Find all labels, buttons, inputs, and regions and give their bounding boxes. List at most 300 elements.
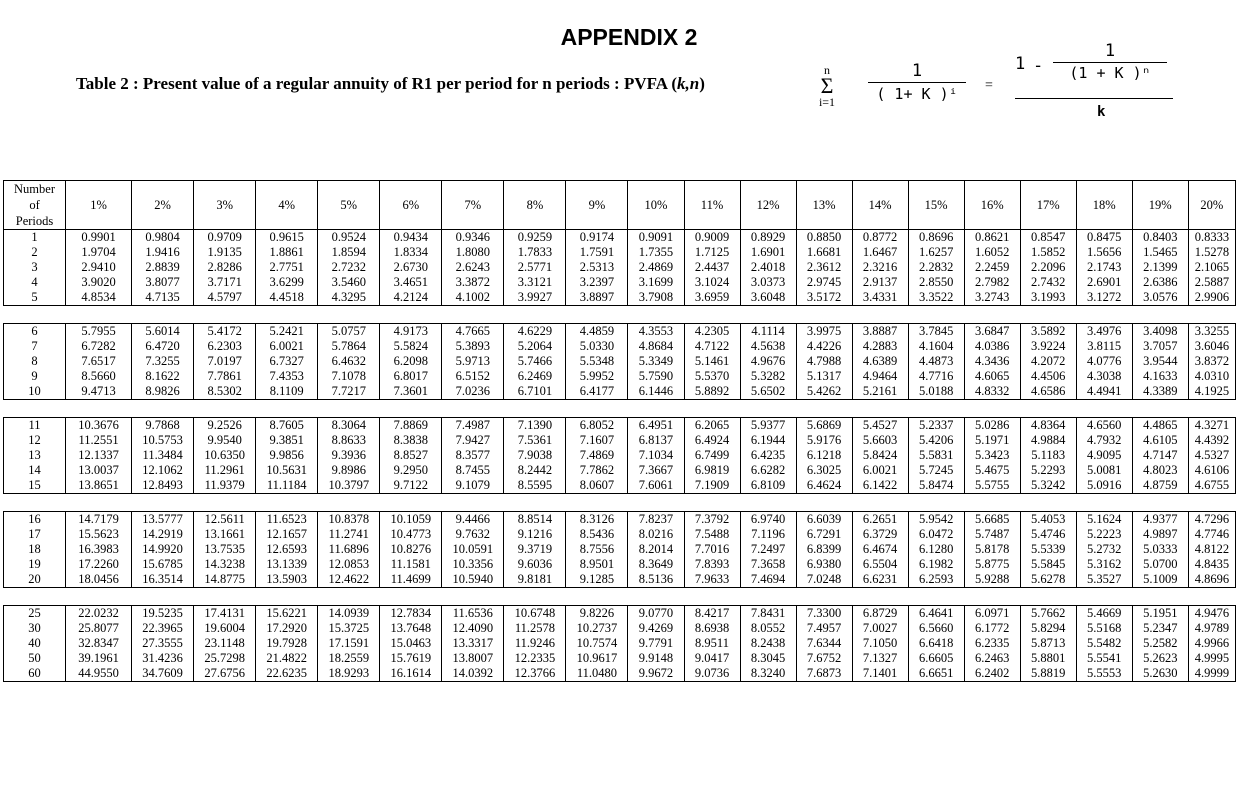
rate-header: 9% <box>566 181 628 230</box>
factor-cell: 5.1971 <box>964 433 1020 448</box>
factor-cell: 9.7791 <box>628 636 684 651</box>
factor-cell: 10.1059 <box>380 512 442 528</box>
factor-cell: 5.3282 <box>740 369 796 384</box>
factor-cell: 1.9135 <box>194 245 256 260</box>
factor-cell: 9.0736 <box>684 666 740 682</box>
rate-header: 12% <box>740 181 796 230</box>
factor-cell: 0.8403 <box>1132 230 1188 246</box>
caption-variables: k,n <box>676 74 700 93</box>
factor-cell: 7.4694 <box>740 572 796 588</box>
factor-cell: 6.4632 <box>318 354 380 369</box>
factor-cell: 4.8364 <box>1020 418 1076 434</box>
factor-cell: 6.4641 <box>908 606 964 622</box>
factor-cell: 10.4773 <box>380 527 442 542</box>
factor-cell: 5.2223 <box>1076 527 1132 542</box>
factor-cell: 7.1327 <box>852 651 908 666</box>
factor-cell: 4.8332 <box>964 384 1020 400</box>
factor-cell: 1.7125 <box>684 245 740 260</box>
factor-cell: 5.5168 <box>1076 621 1132 636</box>
equals-sign: = <box>985 78 993 93</box>
factor-cell: 9.4269 <box>628 621 684 636</box>
factor-cell: 5.4206 <box>908 433 964 448</box>
factor-cell: 18.9293 <box>318 666 380 682</box>
minus-sign: - <box>1033 56 1044 76</box>
factor-cell: 6.4674 <box>852 542 908 557</box>
factor-cell: 5.1317 <box>796 369 852 384</box>
factor-cell: 5.5348 <box>566 354 628 369</box>
factor-cell: 14.0392 <box>442 666 504 682</box>
factor-cell: 9.2950 <box>380 463 442 478</box>
factor-cell: 5.7466 <box>504 354 566 369</box>
period-cell: 2 <box>4 245 66 260</box>
factor-cell: 18.2559 <box>318 651 380 666</box>
factor-cell: 2.6243 <box>442 260 504 275</box>
factor-cell: 5.0188 <box>908 384 964 400</box>
table-row <box>4 230 1236 246</box>
factor-cell: 0.9009 <box>684 230 740 246</box>
factor-cell: 3.7845 <box>908 324 964 340</box>
factor-cell: 4.8759 <box>1132 478 1188 494</box>
factor-cell: 0.8547 <box>1020 230 1076 246</box>
factor-cell: 12.1062 <box>132 463 194 478</box>
factor-cell: 1.5465 <box>1132 245 1188 260</box>
factor-cell: 0.9259 <box>504 230 566 246</box>
rate-header: 15% <box>908 181 964 230</box>
factor-cell: 0.9346 <box>442 230 504 246</box>
factor-cell: 4.7122 <box>684 339 740 354</box>
factor-cell: 0.8475 <box>1076 230 1132 246</box>
factor-cell: 5.6869 <box>796 418 852 434</box>
rate-header: 20% <box>1188 181 1235 230</box>
factor-cell: 7.2497 <box>740 542 796 557</box>
factor-cell: 4.7296 <box>1188 512 1235 528</box>
factor-cell: 5.9542 <box>908 512 964 528</box>
table-row <box>4 606 1236 622</box>
factor-cell: 6.1218 <box>796 448 852 463</box>
factor-cell: 8.3045 <box>740 651 796 666</box>
factor-cell: 5.2337 <box>908 418 964 434</box>
factor-cell: 7.8393 <box>684 557 740 572</box>
factor-cell: 2.6901 <box>1076 275 1132 290</box>
factor-cell: 2.1399 <box>1132 260 1188 275</box>
factor-cell: 6.1982 <box>908 557 964 572</box>
factor-cell: 1.6681 <box>796 245 852 260</box>
factor-cell: 10.3676 <box>66 418 132 434</box>
factor-cell: 6.8017 <box>380 369 442 384</box>
rate-header: 6% <box>380 181 442 230</box>
periods-header-line: Periods <box>15 214 54 228</box>
factor-cell: 6.2065 <box>684 418 740 434</box>
factor-cell: 5.6685 <box>964 512 1020 528</box>
factor-cell: 0.8333 <box>1188 230 1235 246</box>
factor-cell: 8.1622 <box>132 369 194 384</box>
factor-cell: 8.8514 <box>504 512 566 528</box>
factor-cell: 2.1065 <box>1188 260 1235 275</box>
factor-cell: 6.9380 <box>796 557 852 572</box>
factor-cell: 6.0472 <box>908 527 964 542</box>
table-row <box>4 433 1236 448</box>
factor-cell: 12.7834 <box>380 606 442 622</box>
factor-cell: 7.3658 <box>740 557 796 572</box>
rate-header: 19% <box>1132 181 1188 230</box>
factor-cell: 4.6755 <box>1188 478 1235 494</box>
factor-cell: 3.8887 <box>852 324 908 340</box>
factor-cell: 7.1196 <box>740 527 796 542</box>
factor-cell: 4.6065 <box>964 369 1020 384</box>
factor-cell: 11.0480 <box>566 666 628 682</box>
factor-cell: 6.8109 <box>740 478 796 494</box>
period-cell: 17 <box>4 527 66 542</box>
factor-cell: 5.6278 <box>1020 572 1076 588</box>
factor-cell: 0.9174 <box>566 230 628 246</box>
factor-cell: 6.6418 <box>908 636 964 651</box>
factor-cell: 5.5831 <box>908 448 964 463</box>
factor-cell: 5.0757 <box>318 324 380 340</box>
factor-cell: 19.5235 <box>132 606 194 622</box>
factor-cell: 7.4869 <box>566 448 628 463</box>
factor-cell: 4.4226 <box>796 339 852 354</box>
factor-cell: 3.9020 <box>66 275 132 290</box>
period-cell: 11 <box>4 418 66 434</box>
factor-cell: 5.3162 <box>1076 557 1132 572</box>
factor-cell: 11.6523 <box>256 512 318 528</box>
factor-cell: 15.3725 <box>318 621 380 636</box>
factor-cell: 7.3792 <box>684 512 740 528</box>
factor-cell: 7.3667 <box>628 463 684 478</box>
factor-cell: 5.8474 <box>908 478 964 494</box>
period-cell: 25 <box>4 606 66 622</box>
factor-cell: 8.1109 <box>256 384 318 400</box>
factor-cell: 4.3271 <box>1188 418 1235 434</box>
table-caption <box>76 74 705 94</box>
factor-cell: 5.2064 <box>504 339 566 354</box>
table-row <box>4 260 1236 275</box>
factor-cell: 4.7932 <box>1076 433 1132 448</box>
factor-cell: 5.4746 <box>1020 527 1076 542</box>
factor-cell: 4.9464 <box>852 369 908 384</box>
factor-cell: 5.9713 <box>442 354 504 369</box>
table-row <box>4 636 1236 651</box>
period-cell: 40 <box>4 636 66 651</box>
factor-cell: 0.9434 <box>380 230 442 246</box>
factor-cell: 5.1624 <box>1076 512 1132 528</box>
factor-cell: 5.0330 <box>566 339 628 354</box>
period-cell: 4 <box>4 275 66 290</box>
factor-cell: 3.8897 <box>566 290 628 306</box>
factor-cell: 11.2551 <box>66 433 132 448</box>
annuity-inner-numerator: 1 <box>1104 41 1116 61</box>
factor-cell: 4.9966 <box>1188 636 1235 651</box>
periods-header <box>4 181 66 230</box>
factor-cell: 9.8986 <box>318 463 380 478</box>
group-spacer-row <box>4 306 1236 324</box>
factor-cell: 5.2347 <box>1132 621 1188 636</box>
factor-cell: 3.3522 <box>908 290 964 306</box>
factor-cell: 44.9550 <box>66 666 132 682</box>
factor-cell: 10.5940 <box>442 572 504 588</box>
factor-cell: 2.9137 <box>852 275 908 290</box>
factor-cell: 2.4437 <box>684 260 740 275</box>
factor-cell: 5.9288 <box>964 572 1020 588</box>
factor-cell: 0.8772 <box>852 230 908 246</box>
factor-cell: 3.1993 <box>1020 290 1076 306</box>
factor-cell: 7.8431 <box>740 606 796 622</box>
factor-cell: 25.8077 <box>66 621 132 636</box>
factor-cell: 3.6959 <box>684 290 740 306</box>
factor-cell: 1.6467 <box>852 245 908 260</box>
factor-cell: 5.6603 <box>852 433 908 448</box>
factor-cell: 6.2469 <box>504 369 566 384</box>
factor-cell: 9.4466 <box>442 512 504 528</box>
factor-cell: 2.5771 <box>504 260 566 275</box>
factor-cell: 7.6752 <box>796 651 852 666</box>
group-spacer-row <box>4 400 1236 418</box>
factor-cell: 15.5623 <box>66 527 132 542</box>
factor-cell: 3.9927 <box>504 290 566 306</box>
factor-cell: 3.3255 <box>1188 324 1235 340</box>
summation-lower-limit: i=1 <box>818 95 836 109</box>
factor-cell: 3.9544 <box>1132 354 1188 369</box>
factor-cell: 17.4131 <box>194 606 256 622</box>
factor-cell: 3.4651 <box>380 275 442 290</box>
factor-cell: 8.8633 <box>318 433 380 448</box>
factor-cell: 8.3126 <box>566 512 628 528</box>
factor-cell: 5.0916 <box>1076 478 1132 494</box>
factor-cell: 4.7147 <box>1132 448 1188 463</box>
factor-cell: 16.1614 <box>380 666 442 682</box>
table-row <box>4 557 1236 572</box>
rate-header: 13% <box>796 181 852 230</box>
summation-symbol <box>812 64 842 108</box>
factor-cell: 7.4957 <box>796 621 852 636</box>
factor-cell: 3.9224 <box>1020 339 1076 354</box>
rate-header: 11% <box>684 181 740 230</box>
table-row <box>4 339 1236 354</box>
factor-cell: 7.7862 <box>566 463 628 478</box>
factor-cell: 5.2630 <box>1132 666 1188 682</box>
rate-header: 4% <box>256 181 318 230</box>
rate-header: 18% <box>1076 181 1132 230</box>
factor-cell: 3.0576 <box>1132 290 1188 306</box>
factor-cell: 9.7122 <box>380 478 442 494</box>
factor-cell: 7.8237 <box>628 512 684 528</box>
group-spacer <box>4 494 1236 512</box>
factor-cell: 5.3527 <box>1076 572 1132 588</box>
factor-cell: 11.1184 <box>256 478 318 494</box>
factor-cell: 5.3423 <box>964 448 1020 463</box>
factor-cell: 10.8378 <box>318 512 380 528</box>
period-cell: 18 <box>4 542 66 557</box>
factor-cell: 5.2293 <box>1020 463 1076 478</box>
caption-suffix: ) <box>699 74 705 93</box>
factor-cell: 4.5797 <box>194 290 256 306</box>
rate-header: 5% <box>318 181 380 230</box>
factor-cell: 9.3936 <box>318 448 380 463</box>
factor-cell: 6.4235 <box>740 448 796 463</box>
factor-cell: 7.4353 <box>256 369 318 384</box>
factor-cell: 22.0232 <box>66 606 132 622</box>
factor-cell: 8.5436 <box>566 527 628 542</box>
factor-cell: 2.7751 <box>256 260 318 275</box>
factor-cell: 5.4669 <box>1076 606 1132 622</box>
factor-cell: 5.9176 <box>796 433 852 448</box>
factor-cell: 5.2421 <box>256 324 318 340</box>
factor-cell: 4.9999 <box>1188 666 1235 682</box>
factor-cell: 12.6593 <box>256 542 318 557</box>
factor-cell: 1.6901 <box>740 245 796 260</box>
periods-header-line: of <box>29 198 40 212</box>
factor-cell: 8.0216 <box>628 527 684 542</box>
factor-cell: 6.3025 <box>796 463 852 478</box>
factor-cell: 4.8696 <box>1188 572 1235 588</box>
factor-cell: 12.0853 <box>318 557 380 572</box>
factor-cell: 12.2335 <box>504 651 566 666</box>
factor-cell: 6.2335 <box>964 636 1020 651</box>
factor-cell: 4.3553 <box>628 324 684 340</box>
factor-cell: 4.9173 <box>380 324 442 340</box>
factor-cell: 11.6536 <box>442 606 504 622</box>
factor-cell: 4.4506 <box>1020 369 1076 384</box>
factor-cell: 1.6257 <box>908 245 964 260</box>
factor-cell: 10.5753 <box>132 433 194 448</box>
factor-cell: 6.8137 <box>628 433 684 448</box>
factor-cell: 0.8929 <box>740 230 796 246</box>
factor-cell: 10.6350 <box>194 448 256 463</box>
factor-cell: 4.8023 <box>1132 463 1188 478</box>
factor-cell: 7.1034 <box>628 448 684 463</box>
factor-cell: 9.7868 <box>132 418 194 434</box>
factor-cell: 6.6231 <box>852 572 908 588</box>
factor-cell: 4.2883 <box>852 339 908 354</box>
factor-cell: 13.3317 <box>442 636 504 651</box>
factor-cell: 6.2303 <box>194 339 256 354</box>
factor-cell: 5.8801 <box>1020 651 1076 666</box>
factor-cell: 8.0552 <box>740 621 796 636</box>
factor-cell: 4.1925 <box>1188 384 1235 400</box>
factor-cell: 5.6502 <box>740 384 796 400</box>
factor-cell: 12.4090 <box>442 621 504 636</box>
factor-cell: 4.4865 <box>1132 418 1188 434</box>
factor-cell: 3.1024 <box>684 275 740 290</box>
factor-cell: 0.9804 <box>132 230 194 246</box>
factor-cell: 7.9427 <box>442 433 504 448</box>
factor-cell: 9.7632 <box>442 527 504 542</box>
factor-cell: 0.8621 <box>964 230 1020 246</box>
factor-cell: 6.6605 <box>908 651 964 666</box>
factor-cell: 3.3121 <box>504 275 566 290</box>
factor-cell: 5.7245 <box>908 463 964 478</box>
factor-cell: 3.7171 <box>194 275 256 290</box>
factor-cell: 4.5327 <box>1188 448 1235 463</box>
factor-cell: 6.2651 <box>852 512 908 528</box>
factor-cell: 5.2161 <box>852 384 908 400</box>
factor-cell: 8.9501 <box>566 557 628 572</box>
factor-cell: 13.0037 <box>66 463 132 478</box>
factor-cell: 7.7016 <box>684 542 740 557</box>
table-row <box>4 369 1236 384</box>
factor-cell: 4.9377 <box>1132 512 1188 528</box>
factor-cell: 8.8527 <box>380 448 442 463</box>
factor-cell: 1.9704 <box>66 245 132 260</box>
factor-cell: 4.8435 <box>1188 557 1235 572</box>
factor-cell: 1.7833 <box>504 245 566 260</box>
factor-cell: 5.9377 <box>740 418 796 434</box>
factor-cell: 8.3240 <box>740 666 796 682</box>
factor-cell: 7.1401 <box>852 666 908 682</box>
factor-cell: 18.0456 <box>66 572 132 588</box>
period-cell: 50 <box>4 651 66 666</box>
factor-cell: 5.0700 <box>1132 557 1188 572</box>
factor-cell: 3.8115 <box>1076 339 1132 354</box>
factor-cell: 4.1114 <box>740 324 796 340</box>
table-row <box>4 275 1236 290</box>
factor-cell: 5.3893 <box>442 339 504 354</box>
factor-cell: 4.9476 <box>1188 606 1235 622</box>
factor-cell: 6.7499 <box>684 448 740 463</box>
period-cell: 12 <box>4 433 66 448</box>
factor-cell: 10.0591 <box>442 542 504 557</box>
factor-cell: 8.9511 <box>684 636 740 651</box>
factor-cell: 6.9740 <box>740 512 796 528</box>
factor-cell: 4.6560 <box>1076 418 1132 434</box>
factor-cell: 6.4177 <box>566 384 628 400</box>
period-cell: 30 <box>4 621 66 636</box>
factor-cell: 17.1591 <box>318 636 380 651</box>
factor-cell: 11.3484 <box>132 448 194 463</box>
factor-cell: 5.5824 <box>380 339 442 354</box>
factor-cell: 2.4869 <box>628 260 684 275</box>
factor-cell: 6.6651 <box>908 666 964 682</box>
factor-cell: 1.8334 <box>380 245 442 260</box>
factor-cell: 9.9148 <box>628 651 684 666</box>
factor-cell: 4.7746 <box>1188 527 1235 542</box>
rate-header: 8% <box>504 181 566 230</box>
factor-cell: 12.5611 <box>194 512 256 528</box>
table-row <box>4 418 1236 434</box>
period-cell: 14 <box>4 463 66 478</box>
table-row <box>4 527 1236 542</box>
factor-cell: 8.3064 <box>318 418 380 434</box>
factor-cell: 9.9540 <box>194 433 256 448</box>
factor-cell: 5.7487 <box>964 527 1020 542</box>
factor-cell: 3.3872 <box>442 275 504 290</box>
factor-cell: 7.1390 <box>504 418 566 434</box>
factor-cell: 12.1657 <box>256 527 318 542</box>
table-row <box>4 245 1236 260</box>
factor-cell: 5.7662 <box>1020 606 1076 622</box>
factor-cell: 7.3255 <box>132 354 194 369</box>
discount-fraction-numerator: 1 <box>911 61 923 81</box>
factor-cell: 3.1272 <box>1076 290 1132 306</box>
factor-cell: 4.4392 <box>1188 433 1235 448</box>
factor-cell: 6.1280 <box>908 542 964 557</box>
rate-header: 3% <box>194 181 256 230</box>
factor-cell: 1.9416 <box>132 245 194 260</box>
factor-cell: 7.3601 <box>380 384 442 400</box>
factor-cell: 12.3766 <box>504 666 566 682</box>
factor-cell: 4.7716 <box>908 369 964 384</box>
factor-cell: 5.4262 <box>796 384 852 400</box>
factor-cell: 6.3729 <box>852 527 908 542</box>
factor-cell: 7.8869 <box>380 418 442 434</box>
factor-cell: 5.1009 <box>1132 572 1188 588</box>
factor-cell: 13.8651 <box>66 478 132 494</box>
factor-cell: 5.4172 <box>194 324 256 340</box>
factor-cell: 5.4053 <box>1020 512 1076 528</box>
factor-cell: 6.0021 <box>852 463 908 478</box>
factor-cell: 5.5541 <box>1076 651 1132 666</box>
table-row <box>4 666 1236 682</box>
